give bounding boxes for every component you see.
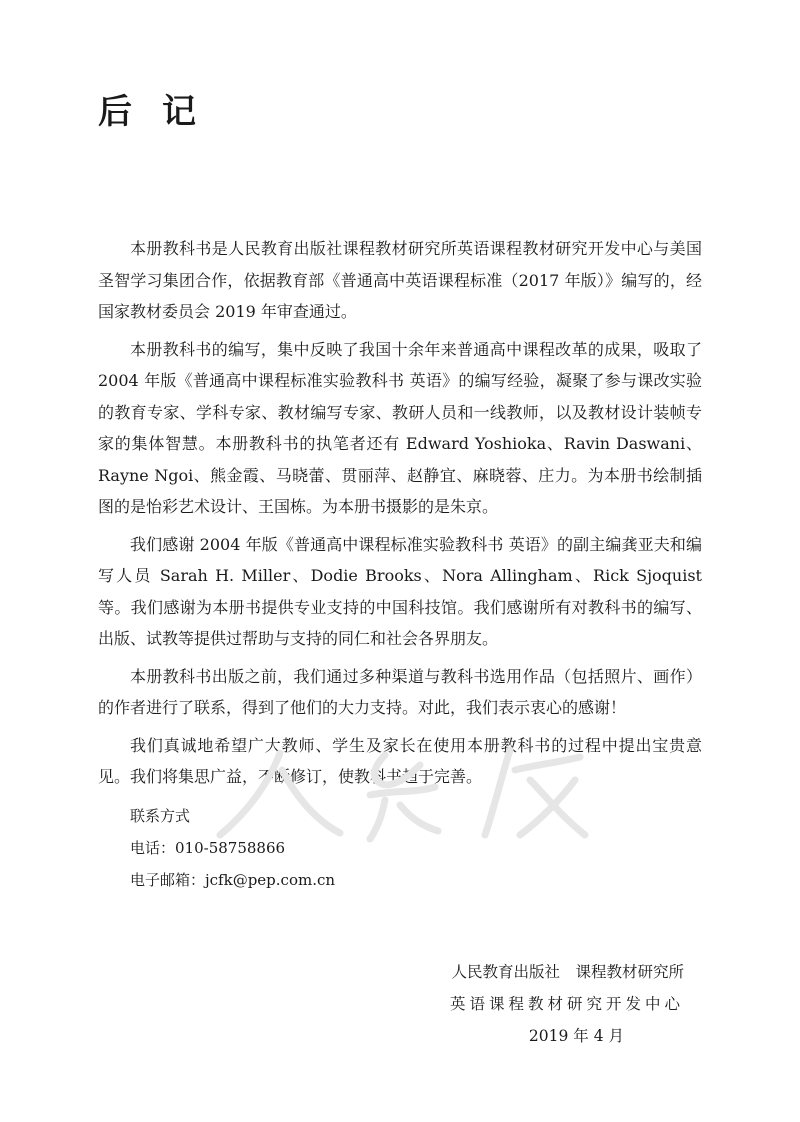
paragraph-3: 我们感谢 2004 年版《普通高中课程标准实验教科书 英语》的副主编龚亚夫和编写人员 Sarah H. Miller、Dodie Brooks、Nora Allingham、Rick Sjoquist 等。我们感谢为本册书提供专业支持的中国科技馆。我们感谢所有对教科书的编写、出版、试教等提供过帮助与支持的同仁和社会各界朋友。 xyxy=(98,534,702,648)
contact-phone: 电话：010-58758866 xyxy=(130,839,286,857)
contact-email: 电子邮箱：jcfk@pep.com.cn xyxy=(130,871,336,889)
signature-date: 2019 年 4 月 xyxy=(528,1027,624,1045)
afterword-body xyxy=(98,233,702,799)
contact-info xyxy=(130,800,335,896)
signature-center: 英语课程教材研究开发中心 xyxy=(449,995,684,1013)
signature-publisher: 人民教育出版社 课程教材研究所 xyxy=(451,963,684,981)
paragraph-1: 本册教科书是人民教育出版社课程教材研究所英语课程教材研究开发中心与美国圣智学习集团合作，依据教育部《普通高中英语课程标准（2017 年版）》编写的，经国家教材委员会 2019 年审查通过。 xyxy=(98,239,702,321)
paragraph-4: 本册教科书出版之前，我们通过多种渠道与教科书选用作品（包括照片、画作）的作者进行了联系，得到了他们的大力支持。对此，我们表示衷心的感谢！ xyxy=(98,666,702,717)
paragraph-2: 本册教科书的编写，集中反映了我国十余年来普通高中课程改革的成果，吸取了 2004 年版《普通高中课程标准实验教科书 英语》的编写经验，凝聚了参与课改实验的教育专家、学科专家、教材编写专家、教研人员和一线教师，以及教材设计装帧专家的集体智慧。本册教科书的执笔者还有 Edward Yoshioka、Ravin Daswani、Rayne Ngoi、熊金霞、马晓蕾、贯丽萍、赵静宜、麻晓蓉、庄力。为本册书绘制插图的是怡彩艺术设计、王国栋。为本册书摄影的是朱京。 xyxy=(98,339,702,516)
publisher-signature xyxy=(450,956,684,1052)
contact-heading: 联系方式 xyxy=(130,807,191,825)
page-title: 后记 xyxy=(98,92,226,132)
paragraph-5: 我们真诚地希望广大教师、学生及家长在使用本册教科书的过程中提出宝贵意见。我们将集思广益，不断修订，使教科书趋于完善。 xyxy=(98,735,702,786)
